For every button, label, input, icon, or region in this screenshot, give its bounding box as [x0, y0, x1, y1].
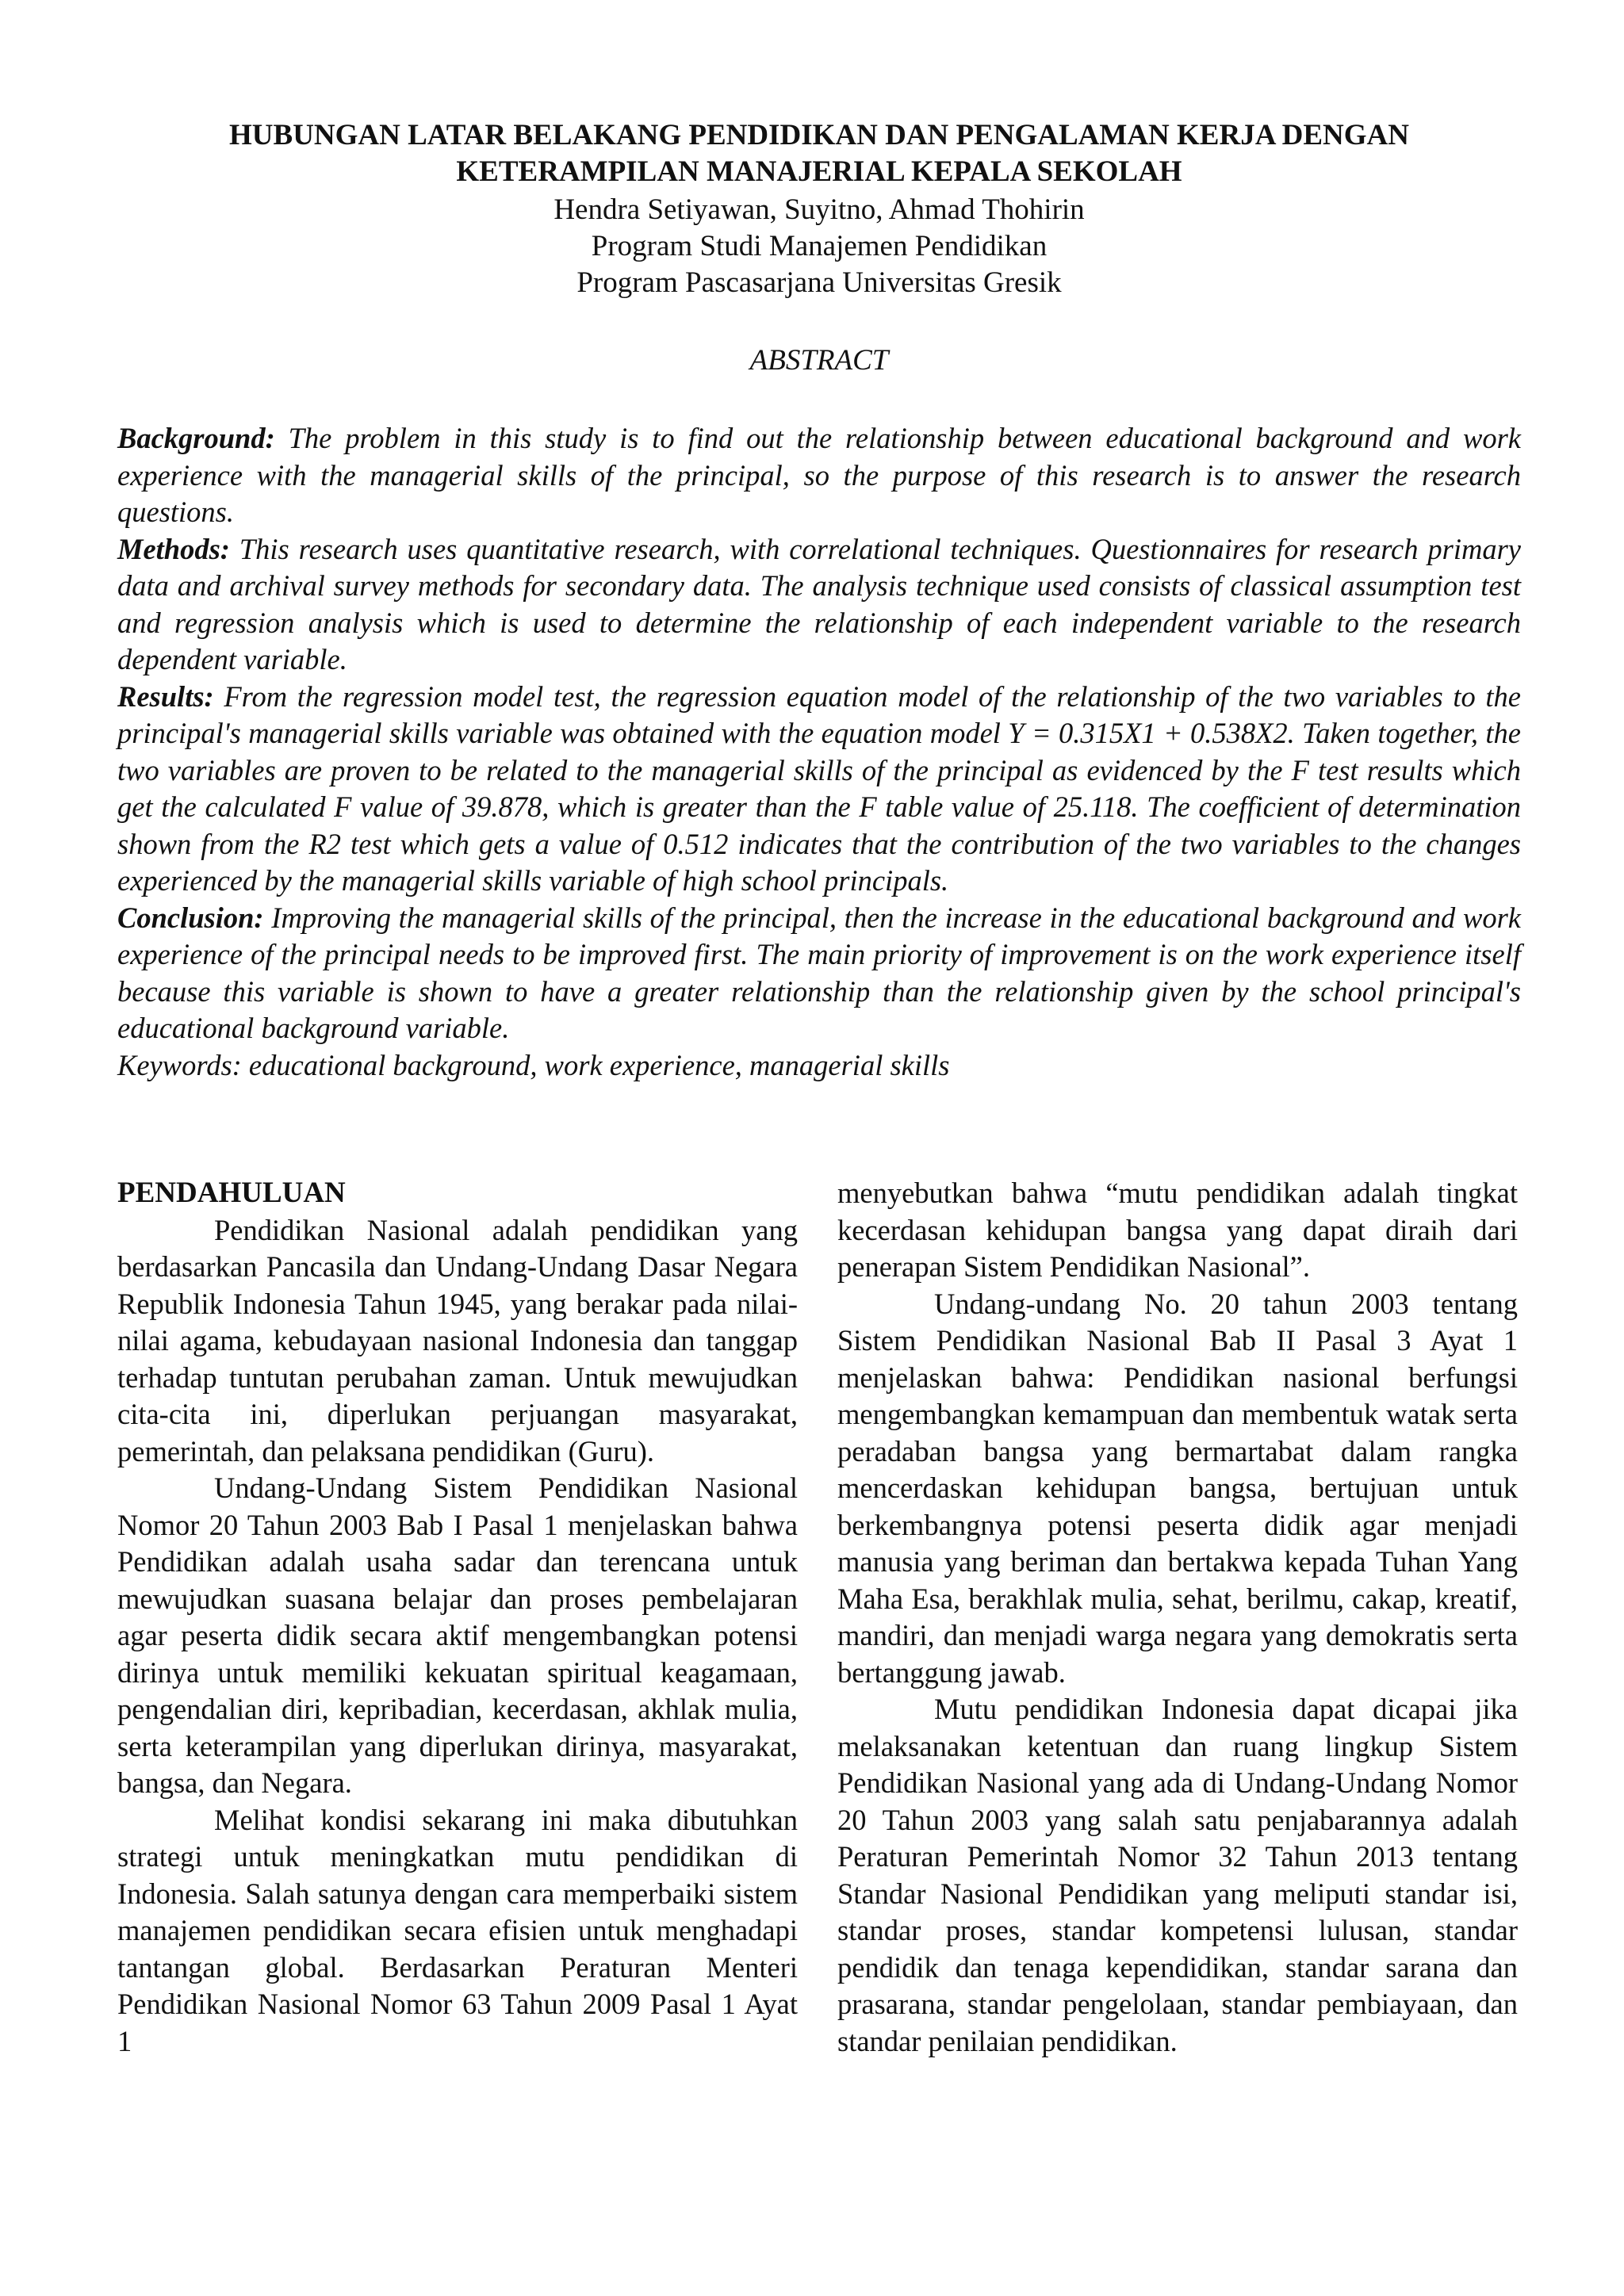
- methods-text: This research uses quantitative research, with correlational techniques. Questionnaires for research primary data and archival survey methods for secondary data. The analysis technique used consists of classical assumption test and regression analysis which is used to determine the relationship of each independent variable to the research dependent variable.: [117, 532, 1521, 675]
- body-paragraph: Undang-undang No. 20 tahun 2003 tentang Sistem Pendidikan Nasional Bab II Pasal 3 Ayat 1 menjelaskan bahwa: Pendidikan nasional berfungsi mengembangkan kemampuan dan membentuk watak serta peradaban bangsa yang bermartabat dalam rangka mencerdaskan kehidupan bangsa, bertujuan untuk berkembangnya potensi peserta didik agar menjadi manusia yang beriman dan bertakwa kepada Tuhan Yang Maha Esa, berakhlak mulia, sehat, berilmu, cakap, kreatif, mandiri, dan menjadi warga negara yang demokratis serta bertanggung jawab.: [837, 1287, 1518, 1689]
- title-line-2: KETERAMPILAN MANAJERIAL KEPALA SEKOLAH: [456, 155, 1182, 188]
- abstract-methods: [117, 531, 1521, 679]
- abstract-background: [117, 420, 1521, 531]
- abstract-results: [117, 679, 1521, 900]
- abstract-conclusion: [117, 900, 1521, 1047]
- body-paragraph: Melihat kondisi sekarang ini maka dibutuhkan strategi untuk meningkatkan mutu pendidikan di Indonesia. Salah satunya dengan cara memperbaiki sistem manajemen pendidikan secara efisien untuk menghadapi tantangan global. Berdasarkan Peraturan Menteri Pendidikan Nasional Nomor 63 Tahun 2009 Pasal 1 Ayat 1: [117, 1803, 798, 2057]
- body-paragraph: Pendidikan Nasional adalah pendidikan yang berdasarkan Pancasila dan Undang-Undang Dasar Negara Republik Indonesia Tahun 1945, yang berakar pada nilai-nilai agama, kebudayaan nasional Indonesia dan tanggap terhadap tuntutan perubahan zaman. Untuk mewujudkan cita-cita ini, diperlukan perjuangan masyarakat, pemerintah, dan pelaksana pendidikan (Guru).: [117, 1213, 798, 1468]
- abstract-keywords: Keywords: educational background, work experience, managerial skills: [117, 1048, 950, 1081]
- body-paragraph: Undang-Undang Sistem Pendidikan Nasional Nomor 20 Tahun 2003 Bab I Pasal 1 menjelaskan bahwa Pendidikan adalah usaha sadar dan terencana untuk mewujudkan suasana belajar dan proses pembelajaran agar peserta didik secara aktif mengembangkan potensi dirinya untuk memiliki kekuatan spiritual keagamaan, pengendalian diri, kepribadian, kecerdasan, akhlak mulia, serta keterampilan yang diperlukan dirinya, masyarakat, bangsa, dan Negara.: [117, 1471, 798, 1799]
- conclusion-label: Conclusion:: [117, 901, 264, 934]
- authors: Hendra Setiyawan, Suyitno, Ahmad Thohirin: [553, 193, 1085, 226]
- affiliation-program: Program Studi Manajemen Pendidikan: [591, 230, 1048, 262]
- body-paragraph-continued: menyebutkan bahwa “mutu pendidikan adalah tingkat kecerdasan kehidupan bangsa yang dapat diraih dari penerapan Sistem Pendidikan Nasional”.: [837, 1177, 1518, 1283]
- section-heading: PENDAHULUAN: [117, 1177, 346, 1209]
- byline: [117, 192, 1521, 301]
- results-text: From the regression model test, the regression equation model of the relationship of the two variables to the principal's managerial skills variable was obtained with the equation model Y = 0.315X1 + 0.538X2. Taken together, the two variables are proven to be related to the managerial skills of the principal as evidenced by the F test results which get the calculated F value of 39.878, which is greater than the F table value of 25.118. The coefficient of determination shown from the R2 test which gets a value of 0.512 indicates that the contribution of the two variables to the changes experienced by the managerial skills variable of high school principals.: [117, 679, 1521, 897]
- abstract-heading: ABSTRACT: [749, 344, 889, 377]
- background-label: Background:: [117, 422, 275, 454]
- paper-title: [117, 117, 1521, 190]
- conclusion-text: Improving the managerial skills of the principal, then the increase in the educational background and work experience of the principal needs to be improved first. The main priority of improvement is on the work experience itself because this variable is shown to have a greater relationship than the relationship given by the school principal's educational background variable.: [117, 901, 1521, 1044]
- results-label: Results:: [117, 679, 214, 713]
- affiliation-university: Program Pascasarjana Universitas Gresik: [576, 266, 1062, 299]
- right-column: [837, 1175, 1518, 2060]
- abstract-body: [117, 420, 1521, 1084]
- body-paragraph: Mutu pendidikan Indonesia dapat dicapai jika melaksanakan ketentuan dan ruang lingkup Sistem Pendidikan Nasional yang ada di Undang-Undang Nomor 20 Tahun 2003 yang salah satu penjabarannya adalah Peraturan Pemerintah Nomor 32 Tahun 2013 tentang Standar Nasional Pendidikan yang meliputi standar isi, standar proses, standar kompetensi lulusan, standar pendidik dan tenaga kependidikan, standar sarana dan prasarana, standar pengelolaan, standar pembiayaan, dan standar penilaian pendidikan.: [837, 1693, 1518, 2057]
- left-column: [117, 1175, 798, 2060]
- background-text: The problem in this study is to find out the relationship between educational background and work experience with the managerial skills of the principal, so the purpose of this research is to answer the research questions.: [117, 422, 1521, 528]
- methods-label: Methods:: [117, 532, 230, 565]
- title-line-1: HUBUNGAN LATAR BELAKANG PENDIDIKAN DAN PENGALAMAN KERJA DENGAN: [229, 119, 1409, 151]
